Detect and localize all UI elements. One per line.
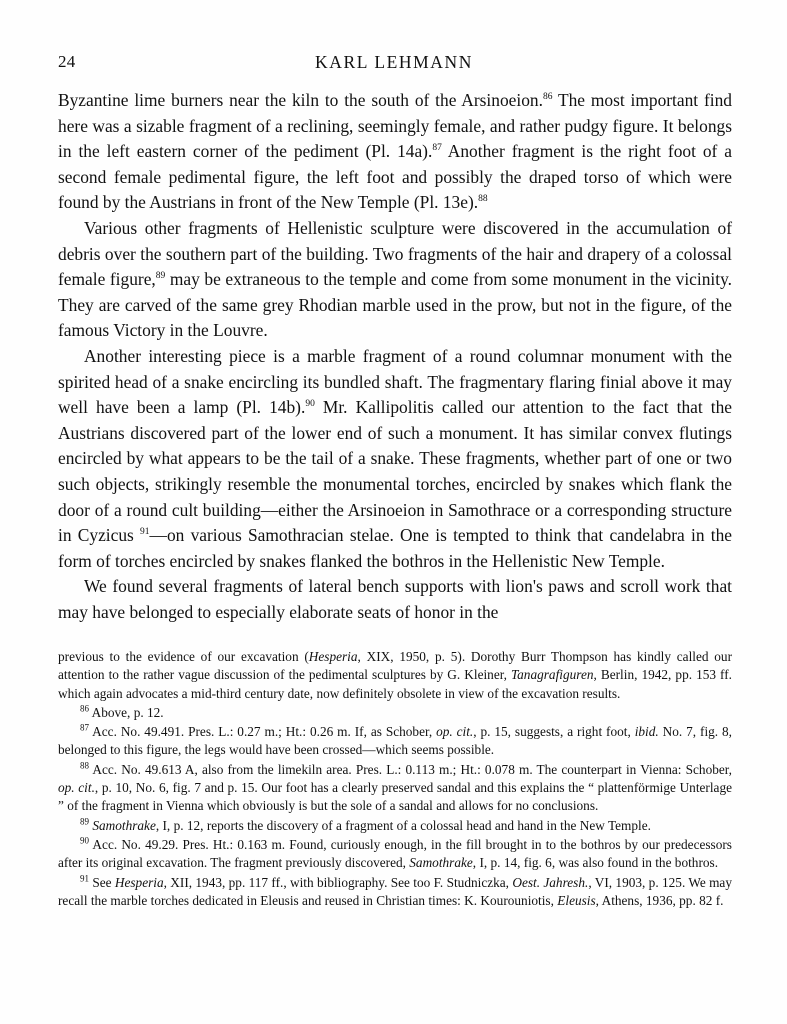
- running-title: KARL LEHMANN: [314, 52, 474, 72]
- page-number: 24: [58, 52, 76, 71]
- body-text: [58, 88, 732, 625]
- paragraph: We found several fragments of lateral bench supports with lion's paws and scroll work that may have belonged to especially elaborate seats of honor in the: [58, 576, 732, 622]
- page-header: [58, 52, 730, 74]
- footnote-item: $^{90}$ Acc. No. 49.29. Pres. Ht.: 0.163 m. Found, curiously enough, in the fill brought in to the bothros by our predecessors after its original excavation. The fragment previously discovered, Samothrake, I, p. 14, fig. 6, was also found in the bothros.: [58, 835, 732, 871]
- paragraph: Byzantine lime burners near the kiln to the south of the Arsinoeion.$^{86}$ The most important find here was a sizable fragment of a reclining, seemingly female, and rather pudgy figure. It belongs in the left eastern corner of the pediment (Pl. 14a).$^{87}$ Another fragment is the right foot of a second female pedimental figure, the left foot and possibly the draped torso of which were found by the Austrians in front of the New Temple (Pl. 13e).$^{88}$: [58, 90, 732, 213]
- footnote-item: $^{86}$ Above, p. 12.: [80, 703, 164, 720]
- footnote-item: $^{88}$ Acc. No. 49.613 A, also from the limekiln area. Pres. L.: 0.113 m.; Ht.: 0.078 m. The counterpart in Vienna: Schober, op. cit., p. 10, No. 6, fig. 7 and p. 15. Our foot has a clearly preserved sandal and this explains the “ plattenförmige Unterlage ” of the fragment in Vienna which obviously is but the sole of a sandal and allows for no conclusions.: [58, 760, 732, 814]
- footnote-item: $^{89}$ Samothrake, I, p. 12, reports the discovery of a fragment of a colossal head and hand in the New Temple.: [80, 816, 651, 833]
- footnote-continuation: previous to the evidence of our excavation (Hesperia, XIX, 1950, p. 5). Dorothy Burr Thompson has kindly called our attention to the rather vague discussion of the pedimental sculptures by G. Kleiner, Tanagrafiguren, Berlin, 1942, pp. 153 ff. which again advocates a mid-third century date, now definitely obsolete in view of the excavation results.: [58, 649, 733, 701]
- paragraph: Another interesting piece is a marble fragment of a round columnar monument with the spirited head of a snake encircling its bundled shaft. The fragmentary flaring finial above it may well have been a lamp (Pl. 14b).$^{90}$ Mr. Kallipolitis called our attention to the fact that the Austrians discovered part of the lower end of such a monument. It has similar convex flutings encircled by what appears to be the tail of a snake. These fragments, whether part of one or two such objects, strikingly resemble the monumental torches, encircled by snakes which flank the door of a round cult building—either the Arsinoeion in Samothrace or a corresponding structure in Cyzicus $^{91}$—on various Samothracian stelae. One is tempted to think that candelabra in the form of torches encircled by snakes flanked the bothros in the Hellenistic New Temple.: [58, 345, 733, 571]
- footnote-item: $^{87}$ Acc. No. 49.491. Pres. L.: 0.27 m.; Ht.: 0.26 m. If, as Schober, op. cit., p. 15, suggests, a right foot, ibid. No. 7, fig. 8, belonged to this figure, the legs would have been crossed—which seems possible.: [58, 722, 732, 758]
- footnote-item: $^{91}$ See Hesperia, XII, 1943, pp. 117 ff., with bibliography. See too F. Studniczka, Oest. Jahresh., VI, 1903, p. 125. We may recall the marble torches dedicated in Eleusis and reused in Christian times: K. Kourouniotis, Eleusis, Athens, 1936, pp. 82 f.: [58, 873, 732, 908]
- footnotes: [58, 648, 732, 910]
- paragraph: Various other fragments of Hellenistic sculpture were discovered in the accumulation of debris over the southern part of the building. Two fragments of the hair and drapery of a colossal female figure,$^{89}$ may be extraneous to the temple and come from some monument in the vicinity. They are carved of the same grey Rhodian marble used in the prow, but not in the figure, of the famous Victory in the Louvre.: [58, 217, 732, 341]
